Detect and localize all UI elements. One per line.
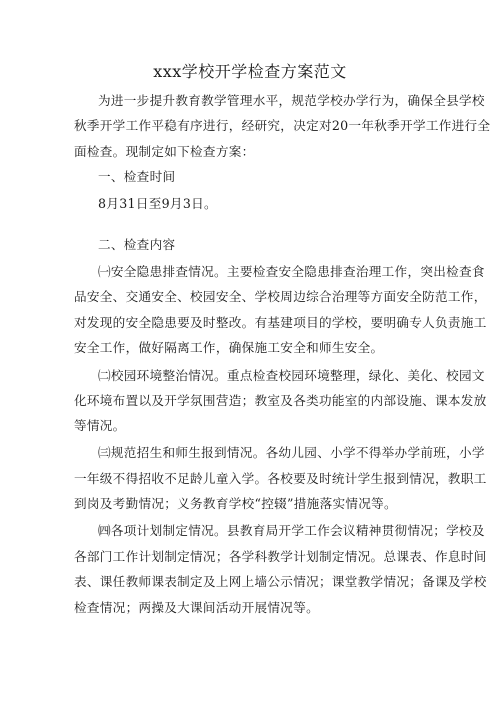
paragraph-line: 等情况。: [74, 418, 126, 433]
paragraph-line: 到岗及考勤情况；义务教育学校“控辍”措施落实情况等。: [74, 496, 397, 511]
paragraph-line: 8月31日至9月3日。: [98, 196, 217, 211]
paragraph-line: ㈢规范招生和师生报到情况。各幼儿园、小学不得举办学前班，小学: [98, 445, 485, 460]
paragraph-line: ㈠安全隐患排查情况。主要检查安全隐患排查治理工作，突出检查食: [98, 264, 485, 279]
paragraph-line: 面检查。现制定如下检查方案：: [74, 144, 255, 159]
paragraph-line: 对发现的安全隐患要及时整改。有基建项目的学校，要明确专人负责施工: [74, 315, 487, 330]
paragraph-line: 各部门工作计划制定情况；各学科教学计划制定情况。总课表、作息时间: [74, 549, 487, 564]
paragraph-line: 检查情况；两操及大课间活动开展情况等。: [74, 600, 319, 615]
document-title: xxx学校开学检查方案范文: [153, 62, 347, 81]
section-heading: 一、检查时间: [98, 169, 176, 184]
section-heading: 二、检查内容: [98, 237, 176, 252]
paragraph-line: 一年级不得招收不足龄儿童入学。各校要及时统计学生报到情况，教职工: [74, 471, 487, 486]
paragraph-line: ㈡校园环境整治情况。重点检查校园环境整理，绿化、美化、校园文: [98, 368, 485, 383]
paragraph-line: 安全工作，做好隔离工作，确保施工安全和师生安全。: [74, 340, 384, 355]
paragraph-line: 为进一步提升教育教学管理水平，规范学校办学行为，确保全县学校: [98, 93, 485, 108]
paragraph-line: 化环境布置以及开学氛围营造；教室及各类功能室的内部设施、课本发放: [74, 393, 487, 408]
paragraph-line: 品安全、交通安全、校园安全、学校周边综合治理等方面安全防范工作，: [74, 289, 487, 304]
paragraph-line: ㈣各项计划制定情况。县教育局开学工作会议精神贯彻情况；学校及: [98, 523, 485, 538]
paragraph-line: 表、课任教师课表制定及上网上墙公示情况；课堂教学情况；备课及学校: [74, 574, 487, 589]
paragraph-line: 秋季开学工作平稳有序进行，经研究，决定对20一年秋季开学工作进行全: [74, 118, 491, 133]
